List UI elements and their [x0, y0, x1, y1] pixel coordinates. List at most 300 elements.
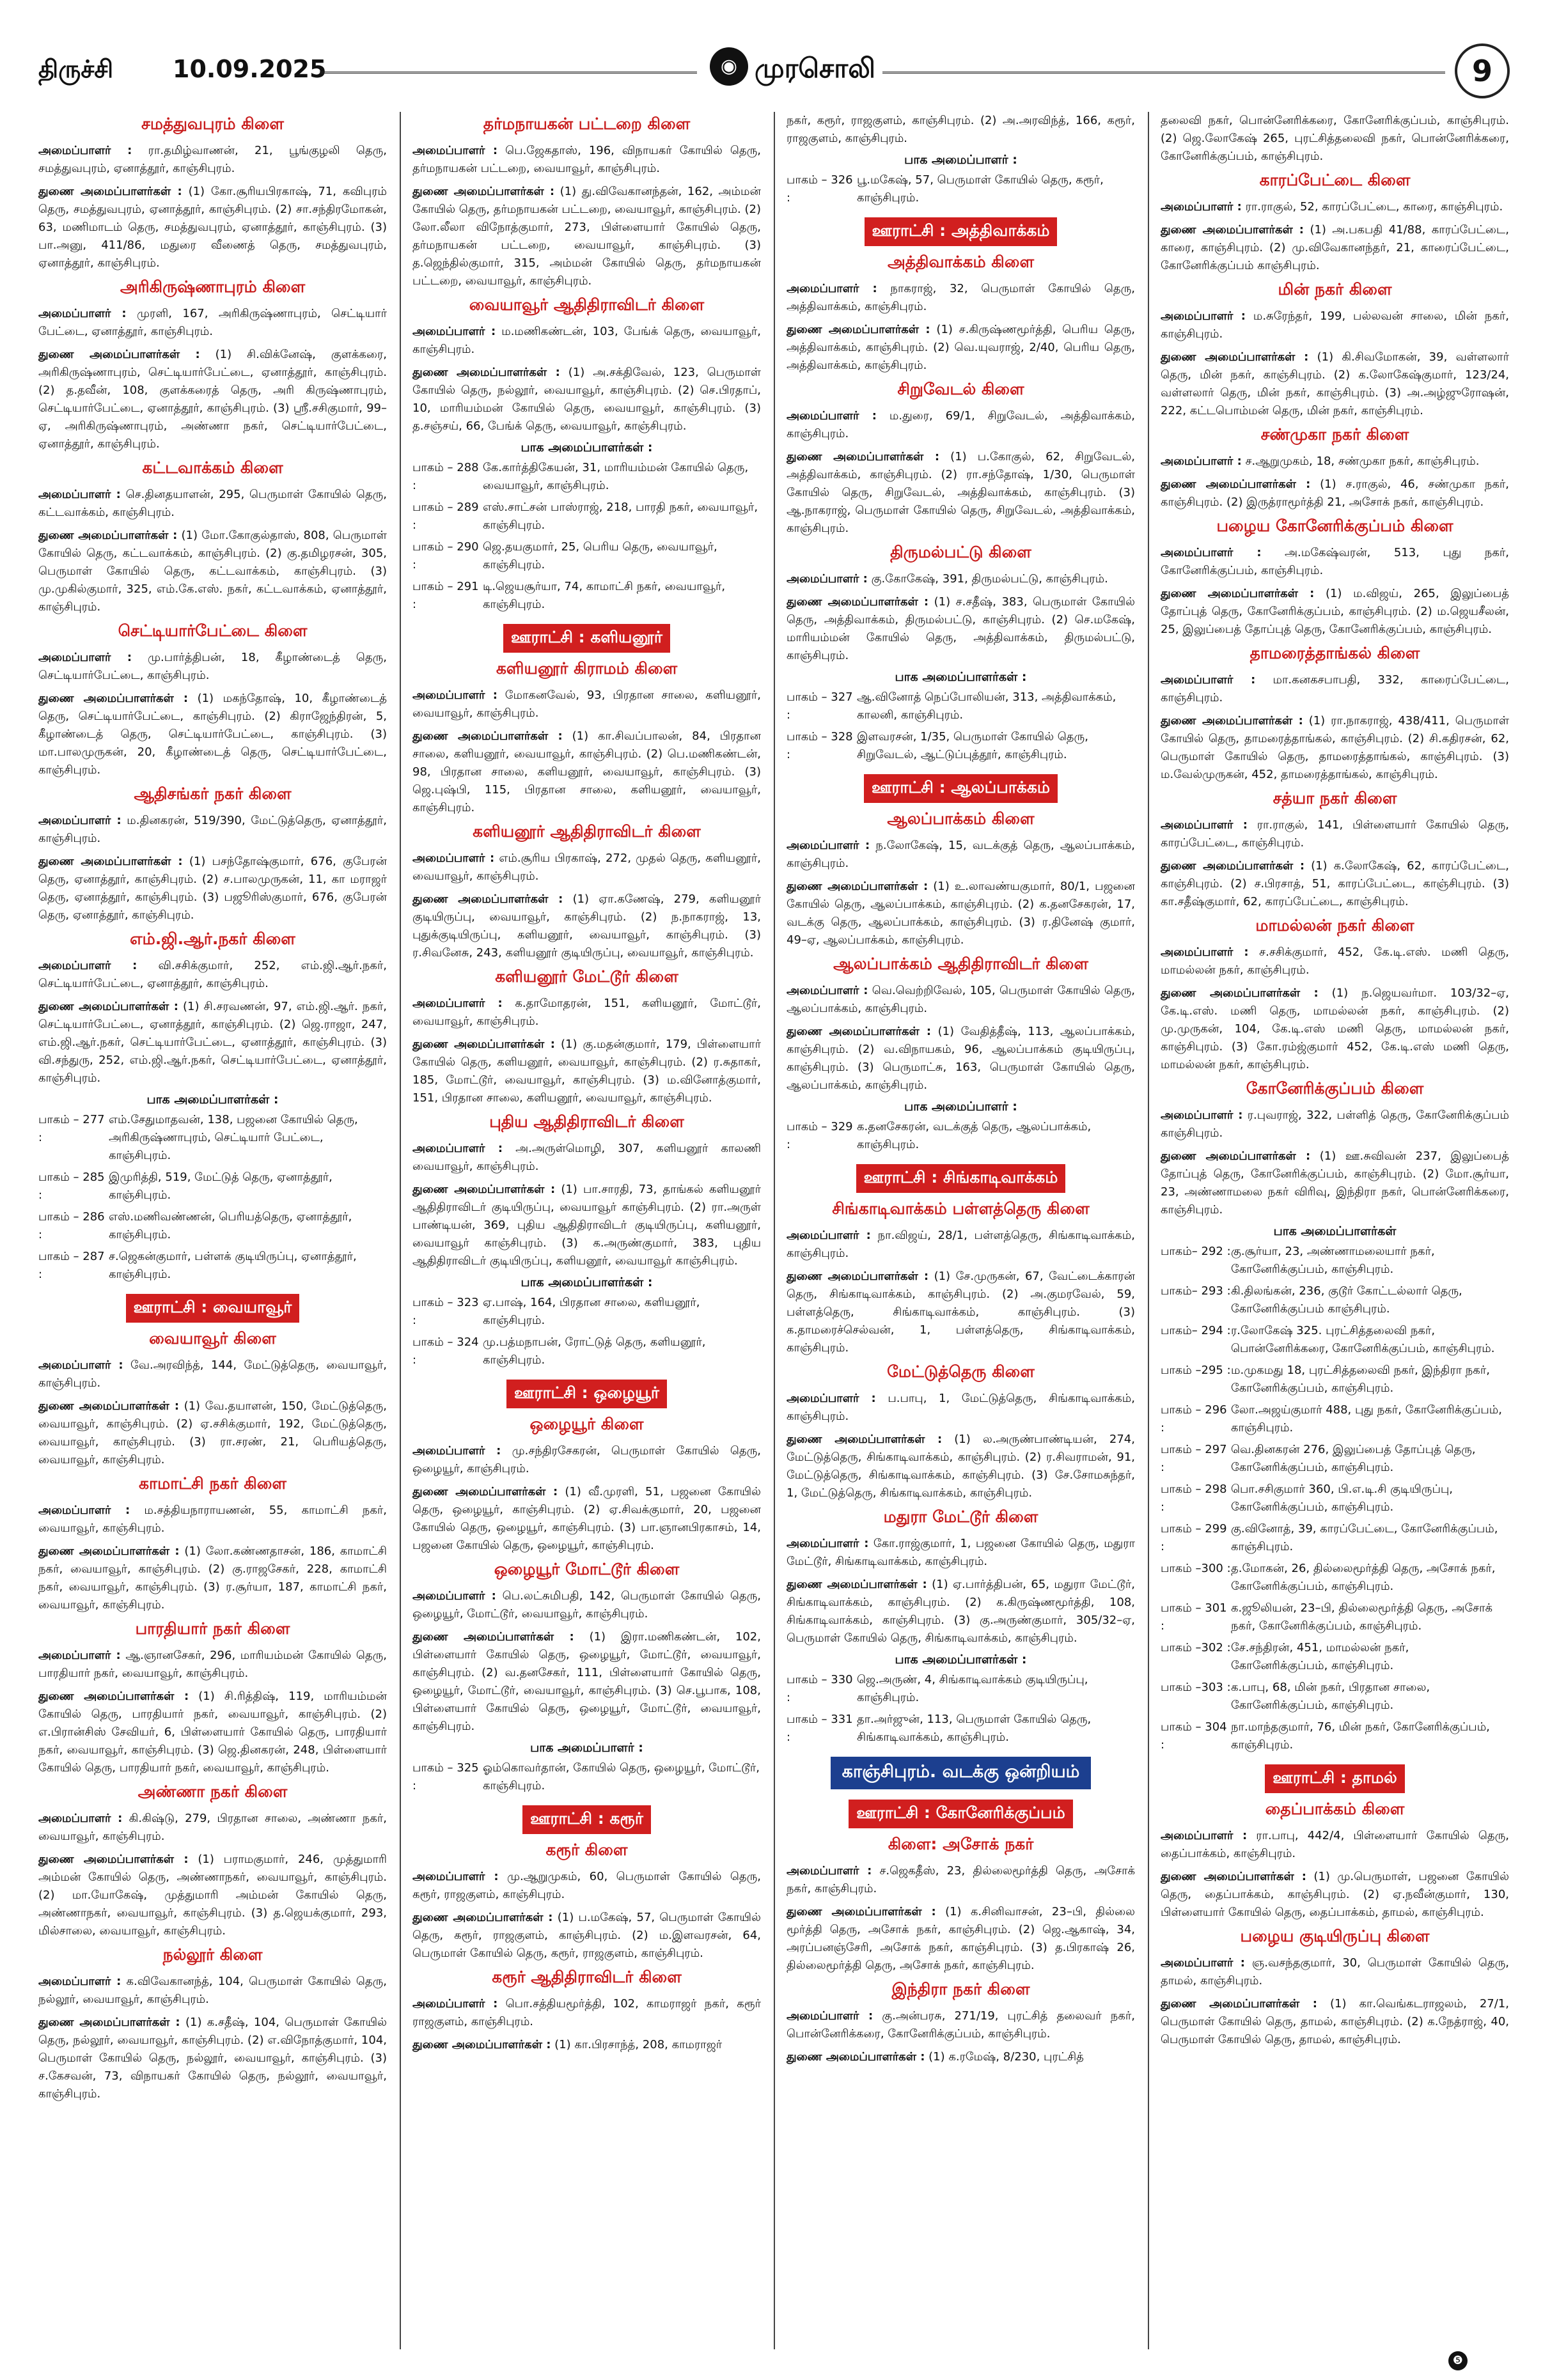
- organiser-details: செ.தினதயாளன், 295, பெருமாள் கோயில் தெரு, கட்டவாக்கம், காஞ்சிபுரம்.: [38, 488, 387, 519]
- column-2: [412, 112, 761, 2349]
- organiser-entry: [38, 1851, 387, 1940]
- role-label: துணை அமைப்பாளர்கள் :: [787, 1270, 929, 1283]
- organiser-entry: [412, 891, 761, 962]
- organiser-details: பெ.ஜேகதாஸ், 196, விநாயகர் கோயில் தெரு, தர்மநாயகன் பட்டறை, வையாவூர், காஞ்சிபுரம்.: [412, 144, 761, 175]
- role-label: அமைப்பாளர் :: [412, 1997, 498, 2011]
- organiser-details: மோகனவேல், 93, பிரதான சாலை, களியனூர், வையாவூர், காஞ்சிபுரம்.: [412, 688, 761, 720]
- role-label: துணை அமைப்பாளர்கள் :: [787, 1025, 932, 1038]
- booth-organiser: பூ.மகேஷ், 57, பெருமாள் கோயில் தெரு, கரூர், காஞ்சிபுரம்.: [857, 173, 1104, 205]
- booth-organiser: பொ.சசிகுமார் 360, பி.எ.டி.சி குடியிருப்பு, கோனேரிக்குப்பம், காஞ்சிபுரம்.: [1231, 1482, 1453, 1514]
- role-label: துணை அமைப்பாளர்கள் :: [38, 1399, 180, 1413]
- role-label: துணை அமைப்பாளர்கள் :: [38, 855, 183, 868]
- booth-number: பாகம் – 329 :: [787, 1120, 853, 1151]
- role-label: துணை அமைப்பாளர்கள் :: [412, 1630, 574, 1644]
- article-columns: [38, 112, 1509, 2349]
- organiser-details: (1) வேதித்தீஷ், 113, ஆலப்பாக்கம், காஞ்சிபுரம். (2) வ.விநாயகம், 96, ஆலப்பாக்கம் குடியிருப்பு, காஞ்சிபுரம். (3) பெருமாட்சு, 163, பெருமாள் கோயில் தெரு, ஆலப்பாக்கம், காஞ்சிபுரம்.: [787, 1025, 1135, 1092]
- organiser-details: (1) மோ.கோகுல்தாஸ், 808, பெருமாள் கோயில் தெரு, கட்டவாக்கம், காஞ்சிபுரம். (2) கு.தமிழரசன், 305, பெருமாள் கோயில் தெரு, கட்டவாக்கம், காஞ்சிபுரம். (3) மு.முகில்குமார், 325, எம்.கே.எஸ். நகர், கட்டவாக்கம், ஏனாத்தூர், காஞ்சிபுரம்.: [38, 529, 387, 614]
- booth-organiser: கே.கார்த்திகேயன், 31, மாரியம்மன் கோயில் தெரு, வையாவூர், காஞ்சிபுரம்.: [483, 461, 749, 492]
- role-label: துணை அமைப்பாளர்கள் :: [1161, 714, 1303, 727]
- booth-entry: [1161, 1441, 1509, 1477]
- panchayat-banner: ஊராட்சி : கரூர்: [522, 1805, 651, 1834]
- organiser-entry: [787, 1268, 1135, 1357]
- booth-organiser: டி.ஜெயசூர்யா, 74, காமாட்சி நகர், வையாவூர், காஞ்சிபுரம்.: [483, 580, 726, 611]
- panchayat-banner: ஊராட்சி : களியனூர்: [503, 624, 670, 653]
- organiser-details: (1) ப.கோகுல், 62, சிறுவேடல், அத்திவாக்கம், காஞ்சிபுரம். (2) ரா.சந்தோஷ், 1/30, பெருமாள் கோயில் தெரு, சிறுவேடல், அத்திவாக்கம், காஞ்சிபுரம். (3) ஆ.நாகராஜ், பெருமாள் கோயில் தெரு, சிறுவேடல், அத்திவாக்கம், காஞ்சிபுரம்.: [787, 450, 1135, 535]
- role-label: துணை அமைப்பாளர்கள் :: [1161, 223, 1304, 237]
- organiser-details: (1) பசந்தோஷ்குமார், 676, குபேரன் தெரு, ஏனாத்தூர், காஞ்சிபுரம். (2) ச.பாலமுருகன், 11, கா மராஜர் தெரு, ஏனாத்தூர், காஞ்சிபுரம். (3) பஜூரிஸ்குமார், 676, குபேரன் தெரு, ஏனாத்தூர், காஞ்சிபுரம்.: [38, 855, 387, 922]
- role-label: அமைப்பாளர் :: [38, 488, 121, 501]
- organiser-details: (1) பராமகுமார், 246, முத்துமாரி அம்மன் கோயில் தெரு, அண்ணாநகர், வையாவூர், காஞ்சிபுரம். (2) மா.யோகேஷ், முத்துமாரி அம்மன் கோயில் தெரு, அண்ணாநகர், வையாவூர், காஞ்சிபுரம். (3) த.ஜெயக்குமார், 293, மில்சாலை, வையாவூர், காஞ்சிபுரம்.: [38, 1853, 387, 1938]
- organiser-details: (1) ஊ.சுவிவன் 237, இலுப்பைத் தோப்புத் தெரு, கோனேரிக்குப்பம், காஞ்சிபுரம். (2) மோ.சூர்யா, 23, அண்ணாமலை நகர் விரிவு, இந்திரா நகர், பொன்னேரிக்கரை, காஞ்சிபுரம்.: [1161, 1149, 1509, 1217]
- booth-number: பாகம் –295 :: [1161, 1364, 1231, 1377]
- organiser-details: ச.சசிக்குமார், 452, கே.டி.எஸ். மணி தெரு, மாமல்லன் நகர், காஞ்சிபுரம்.: [1161, 945, 1509, 977]
- role-label: அமைப்பாளர் :: [412, 688, 497, 702]
- organiser-details: கு.கோகேஷ், 391, திருமல்பட்டு, காஞ்சிபுரம்.: [871, 572, 1108, 586]
- organiser-details: (1) ச.சதீஷ், 383, பெருமாள் கோயில் தெரு, அத்திவாக்கம், திருமல்பட்டு, காஞ்சிபுரம். (2) செ.மகேஷ், மாரியம்மன் கோயில் தெரு, அத்திவாக்கம், திருமல்பட்டு, காஞ்சிபுரம்.: [787, 595, 1135, 662]
- role-label: துணை அமைப்பாளர்கள் :: [1161, 1870, 1306, 1883]
- branch-title: ஆலப்பாக்கம் கிளை: [887, 809, 1035, 828]
- role-label: துணை அமைப்பாளர்கள் :: [38, 1544, 180, 1558]
- continued-text: நகர், கரூர், ராஜகுளம், காஞ்சிபுரம். (2) அ.அரவிந்த், 166, கரூர், ராஜகுளம், காஞ்சிபுரம்.: [787, 114, 1135, 145]
- booth-organiser: சே.சந்திரன், 451, மாமல்லன் நகர், கோனேரிக்குப்பம், காஞ்சிபுரம்.: [1231, 1641, 1409, 1672]
- branch-title: ஒழையூர் கிளை: [529, 1415, 644, 1433]
- role-label: அமைப்பாளர் :: [38, 144, 132, 157]
- branch-title: கரூர் கிளை: [545, 1840, 628, 1859]
- organiser-entry: [412, 1909, 761, 1963]
- role-label: துணை அமைப்பாளர்கள் :: [1161, 1149, 1311, 1163]
- role-label: அமைப்பாளர் :: [38, 959, 137, 972]
- role-label: அமைப்பாளர் :: [1161, 455, 1242, 468]
- organiser-entry: [787, 1535, 1135, 1571]
- organiser-details: ரா.பாபு, 442/4, பிள்ளையார் கோயில் தெரு, தைப்பாக்கம், காஞ்சிபுரம்.: [1161, 1829, 1509, 1860]
- organiser-entry: [412, 1995, 761, 2031]
- column-4: [1161, 112, 1509, 2349]
- organiser-details: (1) வீ.முரளி, 51, பஜனை கோயில் தெரு, ஒழையூர், காஞ்சிபுரம். (2) ஏ.சிவக்குமார், 20, பஜனை கோயில் தெரு, ஒழையூர், காஞ்சிபுரம். (3) பா.ஞானபிரகாசம், 14, பஜனை கோயில் தெரு, ஒழையூர், காஞ்சிபுரம்.: [412, 1485, 761, 1552]
- branch-title: காரப்பேட்டை கிளை: [1259, 171, 1411, 189]
- branch-title: கரூர் ஆதிதிராவிடர் கிளை: [492, 1968, 682, 1986]
- booth-number: பாகம் – 327 :: [787, 690, 853, 722]
- role-label: துணை அமைப்பாளர்கள் :: [412, 1038, 555, 1051]
- organiser-entry: [412, 1442, 761, 1478]
- role-label: துணை அமைப்பாளர்கள் :: [38, 1853, 189, 1866]
- organiser-entry: [787, 982, 1135, 1018]
- column-divider: [1148, 112, 1149, 2349]
- organiser-details: நாகராஜ், 32, பெருமாள் கோயில் தெரு, அத்திவாக்கம், காஞ்சிபுரம்.: [787, 282, 1135, 313]
- booth-entry: [787, 688, 1135, 724]
- organiser-details: கோ.ராஜ்குமார், 1, பஜனை கோயில் தெரு, மதுரா மேட்டூர், சிங்காடிவாக்கம், காஞ்சிபுரம்.: [787, 1537, 1135, 1568]
- booth-number: பாகம் – 296 :: [1161, 1403, 1227, 1435]
- organiser-entry: [1161, 476, 1509, 511]
- role-label: துணை அமைப்பாளர்கள் :: [1161, 350, 1309, 364]
- organiser-details: (1) அ.பகபதி 41/88, காரப்பேட்டை, காரை, காஞ்சிபுரம். (2) மு.விவேகானந்தர், 21, காரைப்பேட்டை, கோனேரிக்குப்பம் காஞ்சிபுரம்.: [1161, 223, 1509, 272]
- organiser-details: ம.சத்தியநாராயணன், 55, காமாட்சி நகர், வையாவூர், காஞ்சிபுரம்.: [38, 1504, 387, 1535]
- booth-number: பாகம் – 298 :: [1161, 1482, 1227, 1514]
- organiser-details: (1) மகந்தோஷ், 10, கீழாண்டைத் தெரு, செட்டியார்பேட்டை, காஞ்சிபுரம். (2) கிராஜேந்திரன், 5, கீழாண்டைத் தெரு, செட்டியார்பேட்டை, காஞ்சிபுரம். (3) மா.பாலமுருகன், 20, கீழாண்டைத் தெரு, செட்டியார்பேட்டை, காஞ்சிபுரம்.: [38, 692, 387, 777]
- organiser-entry: [38, 812, 387, 848]
- role-label: துணை அமைப்பாளர்கள் :: [1161, 1997, 1317, 2011]
- organiser-details: (1) சி.சரவணன், 97, எம்.ஜி.ஆர். நகர், செட்டியார்பேட்டை, ஏனாத்தூர், காஞ்சிபுரம். (2) ஜெ.ராஜா, 247, எம்.ஜி.ஆர்.நகர், செட்டியார்பேட்டை, ஏனாத்தூர், காஞ்சிபுரம். (3) வி.சந்துரு, 252, எம்.ஜி.ஆர்.நகர், செட்டியார்பேட்டை, ஏனாத்தூர், காஞ்சிபுரம்.: [38, 1000, 387, 1085]
- role-label: துணை அமைப்பாளர்கள் :: [787, 323, 930, 336]
- organiser-details: (1) து.விவேகானந்தன், 162, அம்மன் கோயில் தெரு, தர்மநாயகன் பட்டறை, வையாவூர், காஞ்சிபுரம். (2) லோ.லீலா விநோத்குமார், 273, பிள்ளையார் கோயில் தெரு, தர்மநாயகன் பட்டறை, வையாவூர், காஞ்சிபுரம். (3) த.ஜெந்தில்குமார், 315, அம்மன் கோயில் தெரு, தர்மநாயகன் பட்டறை, வையாவூர், காஞ்சிபுரம்.: [412, 185, 761, 288]
- role-label: அமைப்பாளர் :: [787, 409, 877, 423]
- branch-title: தைப்பாக்கம் கிளை: [1265, 1800, 1405, 1818]
- branch-title: கிளை: அசோக் நகர்: [888, 1835, 1034, 1853]
- union-banner: காஞ்சிபுரம். வடக்கு ஒன்றியம்: [831, 1757, 1092, 1789]
- booth-entry: [1161, 1718, 1509, 1754]
- branch-title: சிங்காடிவாக்கம் பள்ளத்தெரு கிளை: [832, 1199, 1090, 1218]
- organiser-entry: [412, 1140, 761, 1176]
- booth-entry: [1161, 1282, 1509, 1318]
- booth-entry: [38, 1248, 387, 1284]
- booth-number: பாகம்– 292 :: [1161, 1245, 1231, 1258]
- organiser-details: (1) ஏா.கணேஷ், 279, களியனூர் குடியிருப்பு, வையாவூர், காஞ்சிபுரம். (2) ந.நாகராஜ், 13, புதுக்குடியிருப்பு, களியனூர், வையாவூர், காஞ்சிபுரம். (3) ர.சிவனேசு, 243, களியனூர் குடியிருப்பு, வையாவூர், காஞ்சிபுரம்.: [412, 892, 761, 960]
- organiser-entry: [38, 346, 387, 453]
- branch-title: அத்திவாக்கம் கிளை: [887, 253, 1035, 271]
- branch-title: பழைய குடியிருப்பு கிளை: [1240, 1927, 1430, 1945]
- column-1: [38, 112, 387, 2349]
- organiser-entry: [1161, 544, 1509, 580]
- role-label: துணை அமைப்பாளர்கள் :: [38, 1000, 178, 1013]
- role-label: அமைப்பாளர் :: [787, 282, 877, 295]
- booth-number: பாகம் – 288 :: [412, 461, 479, 492]
- organiser-entry: [38, 142, 387, 178]
- role-label: துணை அமைப்பாளர்கள் :: [38, 692, 189, 705]
- role-label: துணை அமைப்பாளர்கள் :: [787, 880, 928, 893]
- organiser-entry: [412, 142, 761, 178]
- organiser-details: எம்.சூரிய பிரகாஷ், 272, முதல் தெரு, களியனூர், வையாவூர், காஞ்சிபுரம்.: [412, 852, 761, 883]
- role-label: அமைப்பாளர் :: [38, 651, 132, 664]
- booth-organiser: இமுரித்தி, 519, மேட்டுத் தெரு, ஏனாத்தூர், காஞ்சிபுரம்.: [109, 1171, 333, 1202]
- organiser-details: மா.கனகசபாபதி, 332, காரைப்பேட்டை, காஞ்சிபுரம்.: [1161, 673, 1509, 704]
- booth-organiser: லோ.அஜய்குமார் 488, புது நகர், கோனேரிக்குப்பம், காஞ்சிபுரம்.: [1231, 1403, 1502, 1435]
- booth-entry: [38, 1111, 387, 1165]
- role-label: அமைப்பாளர் :: [787, 1864, 872, 1878]
- organiser-entry: [412, 687, 761, 722]
- edition-date: 10.09.2025: [173, 55, 327, 83]
- organiser-entry: [412, 850, 761, 885]
- organiser-entry: [1161, 453, 1509, 471]
- organiser-details: ஞ.வசந்தகுமார், 30, பெருமாள் கோயில் தெரு, தாமல், காஞ்சிபுரம்.: [1161, 1956, 1509, 1987]
- organiser-details: (1) ந.ஜெயவர்மா. 103/32–ஏ, கே.டி.எஸ். மணி தெரு, மாமல்லன் நகர், காஞ்சிபுரம். (2) மு.முருகன், 104, கே.டி.எஸ் மணி தெரு, மாமல்லன் நகர், காஞ்சிபுரம். (3) கோ.ரம்ஜ்குமார் 452, கே.டி.எஸ் மணி தெரு, மாமல்லன் நகர், காஞ்சிபுரம்.: [1161, 986, 1509, 1071]
- role-label: அமைப்பாளர் :: [1161, 200, 1242, 214]
- organiser-entry: [787, 1023, 1135, 1094]
- role-label: அமைப்பாளர் :: [412, 325, 496, 338]
- branch-title: ஆலப்பாக்கம் ஆதிதிராவிடர் கிளை: [833, 954, 1088, 973]
- organiser-details: (1) கோ.சூரியபிரகாஷ், 71, கவிபுரம் தெரு, சமத்துவபுரம், ஏனாத்தூர், காஞ்சிபுரம். (2) சா.சந்திரமோகன், 63, மணிமாடம் தெரு, சமத்துவபுரம், ஏனாத்தூர், காஞ்சிபுரம். (3) பா.அனு, 411/86, மதுரை வீணைத் தெரு, சமத்துவபுரம், ஏனாத்தூர், காஞ்சிபுரம்.: [38, 185, 387, 270]
- organiser-entry: [412, 1628, 761, 1736]
- booth-entry: [412, 1294, 761, 1330]
- booth-entry: [787, 1118, 1135, 1154]
- branch-title: களியனூர் மேட்டூர் கிளை: [495, 967, 678, 986]
- role-label: துணை அமைப்பாளர்கள் :: [38, 185, 182, 198]
- organiser-entry: [412, 1587, 761, 1623]
- organiser-entry: [1161, 221, 1509, 275]
- organiser-entry: [787, 407, 1135, 443]
- organiser-entry: [412, 1036, 761, 1107]
- role-label: அமைப்பாளர் :: [38, 1358, 123, 1372]
- branch-title: மின் நகர் கிளை: [1278, 280, 1392, 299]
- organiser-entry: [38, 1543, 387, 1614]
- role-label: அமைப்பாளர் :: [1161, 1108, 1243, 1122]
- panchayat-banner: ஊராட்சி : கோனேரிக்குப்பம்: [849, 1800, 1073, 1828]
- role-label: துணை அமைப்பாளர்கள் :: [38, 1690, 189, 1703]
- organiser-entry: [787, 321, 1135, 375]
- organiser-entry: [412, 995, 761, 1031]
- role-label: அமைப்பாளர் :: [787, 984, 868, 997]
- role-label: அமைப்பாளர் :: [787, 1537, 869, 1550]
- branch-title: மாமல்லன் நகர் கிளை: [1255, 916, 1414, 935]
- organiser-entry: [412, 1483, 761, 1555]
- role-label: துணை அமைப்பாளர்கள் :: [787, 450, 940, 463]
- booth-organiser: கி.திலங்கன், 236, குடூர் கோட்டல்லார் தெரு, கோனேரிக்குப்பம் காஞ்சிபுரம்.: [1231, 1284, 1462, 1316]
- role-label: துணை அமைப்பாளர்கள் :: [787, 2050, 925, 2064]
- branch-title: அரிகிருஷ்ணாபுரம் கிளை: [120, 277, 306, 296]
- role-label: அமைப்பாளர் :: [38, 1975, 121, 1988]
- organiser-entry: [1161, 348, 1509, 420]
- role-label: அமைப்பாளர் :: [1161, 309, 1246, 323]
- organiser-details: ச.ஜெகதீஸ், 23, தில்லைமூர்த்தி தெரு, அசோக் நகர், காஞ்சிபுரம்.: [787, 1864, 1135, 1895]
- organiser-details: கு.அன்பரசு, 271/19, புரட்சித் தலைவர் நகர், பொன்னேரிக்கரை, கோனேரிக்குப்பம், காஞ்சிபுரம்.: [787, 2009, 1135, 2041]
- organiser-entry: [38, 957, 387, 993]
- organiser-details: ம.சுரேந்தர், 199, பல்லவன் சாலை, மின் நகர், காஞ்சிபுரம்.: [1161, 309, 1509, 341]
- organiser-entry: [787, 1576, 1135, 1647]
- organiser-entry: [38, 1688, 387, 1777]
- organiser-entry: [38, 998, 387, 1087]
- branch-title: மதுரா மேட்டூர் கிளை: [883, 1507, 1038, 1526]
- organiser-details: (1) கி.சிவமோகன், 39, வள்ளலார் தெரு, மின் நகர், காஞ்சிபுரம். (2) க.லோகேஷ்குமார், 123/24, வள்ளலார் தெரு, மின் நகர், காஞ்சிபுரம். (3) அ.அழ்ஜுரோஷன், 222, கட்டபொம்மன் தெரு, மின் நகர், காஞ்சிபுரம்.: [1161, 350, 1509, 417]
- booth-organiser: க.ஜூலியன், 23–பி, தில்லைமூர்த்தி தெரு, அசோக் நகர், கோனேரிக்குப்பம், காஞ்சிபுரம்.: [1231, 1601, 1493, 1633]
- role-label: அமைப்பாளர் :: [38, 814, 121, 827]
- role-label: அமைப்பாளர் :: [787, 2009, 873, 2023]
- booth-organiser: ச.ஜெகன்குமார், பள்ளக் குடியிருப்பு, ஏனாத்தூர், காஞ்சிபுரம்.: [109, 1250, 357, 1281]
- branch-title: தாமரைத்தாங்கல் கிளை: [1249, 644, 1420, 662]
- organiser-details: ரா.ராகுல், 52, காரப்பேட்டை, காரை, காஞ்சிபுரம்.: [1245, 200, 1503, 214]
- booth-number: பாகம் – 287 :: [38, 1250, 105, 1281]
- organiser-details: க.விவேகானந்த், 104, பெருமாள் கோயில் தெரு, நல்லூர், வையாவூர், காஞ்சிபுரம்.: [38, 1975, 387, 2006]
- organiser-details: பொ.சத்தியமூர்த்தி, 102, காமராஜர் நகர், கரூர் ராஜகுளம், காஞ்சிபுரம்.: [412, 1997, 761, 2028]
- booth-organiser: வெ.தினகரன் 276, இலுப்பைத் தோப்புத் தெரு, கோனேரிக்குப்பம், காஞ்சிபுரம்.: [1231, 1443, 1476, 1474]
- organiser-entry: [787, 1227, 1135, 1263]
- organiser-entry: [1161, 198, 1509, 216]
- organiser-entry: [787, 593, 1135, 665]
- edition-city: திருச்சி: [38, 55, 114, 83]
- booth-organisers-heading: பாக அமைப்பாளர் :: [904, 153, 1017, 167]
- organiser-entry: [38, 2014, 387, 2103]
- organiser-details: (1) அ.சக்திவேல், 123, பெருமாள் கோயில் தெரு, நல்லூர், வையாவூர், காஞ்சிபுரம். (2) செ.பிரதாப், 10, மாரியம்மன் கோயில் தெரு, வையாவூர், காஞ்சிபுரம். (3) த.சஞ்சய், 66, பேங்க் தெரு, வையாவூர், காஞ்சிபுரம்.: [412, 366, 761, 433]
- booth-organiser: ஜெ.அருண், 4, சிங்காடிவாக்கம் குடியிருப்பு, காஞ்சிபுரம்.: [857, 1673, 1088, 1704]
- role-label: துணை அமைப்பாளர்கள் :: [1161, 478, 1311, 491]
- role-label: துணை அமைப்பாளர்கள் :: [38, 529, 178, 542]
- booth-organisers-heading: பாக அமைப்பாளர்கள்: [1273, 1224, 1397, 1238]
- booth-entry: [38, 1169, 387, 1204]
- organiser-details: கி.கிஷ்டு, 279, பிரதான சாலை, அண்ணா நகர், வையாவூர், காஞ்சிபுரம்.: [38, 1812, 387, 1843]
- organiser-entry: [1161, 671, 1509, 707]
- organiser-entry: [38, 305, 387, 341]
- role-label: அமைப்பாளர் :: [412, 144, 498, 157]
- role-label: அமைப்பாளர் :: [412, 1142, 503, 1155]
- organiser-details: (1) ப.மகேஷ், 57, பெருமாள் கோயில் தெரு, கரூர், ராஜகுளம், காஞ்சிபுரம். (2) ம.இளவரசன், 64, பெருமாள் கோயில் தெரு, கரூர், ராஜகுளம், காஞ்சிபுரம்.: [412, 1911, 761, 1960]
- organiser-details: (1) கா.வெங்கடராஜலம், 27/1, பெருமாள் கோயில் தெரு, தாமல், காஞ்சிபுரம். (2) க.நேத்ராஜ், 40, பெருமாள் கோயில் தெரு, தாமல், காஞ்சிபுரம்.: [1161, 1997, 1509, 2046]
- branch-title: எம்.ஜி.ஆர்.நகர் கிளை: [130, 929, 295, 948]
- booth-number: பாகம் – 330 :: [787, 1673, 853, 1704]
- column-3: [787, 112, 1135, 2349]
- organiser-details: ரா.தமிழ்வாணன், 21, பூங்குழலி தெரு, சமத்துவபுரம், ஏனாத்தூர், காஞ்சிபுரம்.: [38, 144, 387, 175]
- organiser-entry: [38, 1397, 387, 1469]
- organiser-entry: [412, 2036, 761, 2054]
- role-label: துணை அமைப்பாளர்கள் :: [412, 2038, 551, 2051]
- organiser-details: மு.ஆறுமுகம், 60, பெருமாள் கோயில் தெரு, கரூர், ராஜகுளம், காஞ்சிபுரம்.: [412, 1870, 761, 1901]
- booth-number: பாகம் – 325 :: [412, 1761, 479, 1793]
- booth-number: பாகம் –303 :: [1161, 1681, 1231, 1694]
- organiser-details: (1) ல.அருண்பாண்டியன், 274, மேட்டுத்தெரு, சிங்காடிவாக்கம், காஞ்சிபுரம். (2) ர.சிவராமன், 91, மேட்டுத்தெரு, சிங்காடிவாக்கம், காஞ்சிபுரம். (3) சே.சோமசுந்தர், 1, மேட்டுத்தெரு, சிங்காடிவாக்கம், காஞ்சிபுரம்.: [787, 1433, 1135, 1500]
- organiser-details: அ.மகேஷ்வரன், 513, புது நகர், கோனேரிக்குப்பம், காஞ்சிபுரம்.: [1161, 546, 1509, 577]
- organiser-details: (1) கு.மதன்குமார், 179, பிள்ளையார் கோயில் தெரு, களியனூர், வையாவூர், காஞ்சிபுரம். (2) ர.சுதாகர், 185, மோட்டூர், வையாவூர், காஞ்சிபுரம். (3) ம.வினோத்குமார், 151, பிரதான சாலை, களியனூர், வையாவூர், காஞ்சிபுரம்.: [412, 1038, 761, 1105]
- booth-number: பாகம் – 285 :: [38, 1171, 105, 1202]
- role-label: துணை அமைப்பாளர்கள் :: [787, 1433, 943, 1446]
- booth-organisers-heading: பாக அமைப்பாளர்கள் :: [895, 1653, 1027, 1667]
- booth-number: பாகம் – 289 :: [412, 501, 479, 532]
- booth-number: பாகம் – 297 :: [1161, 1443, 1227, 1474]
- organiser-details: (1) உ.லாவண்யகுமார், 80/1, பஜனை கோயில் தெரு, ஆலப்பாக்கம், காஞ்சிபுரம். (2) க.தனசேகரன், 17, வடக்கு தெரு, ஆலப்பாக்கம், காஞ்சிபுரம். (3) ர.தினேஷ் குமார், 49–ஏ, ஆலப்பாக்கம், காஞ்சிபுரம்.: [787, 880, 1135, 947]
- column-divider: [774, 112, 775, 2349]
- booth-entry: [1161, 1560, 1509, 1596]
- organiser-details: ரா.ராகுல், 141, பிள்ளையார் கோயில் தெரு, காரப்பேட்டை, காஞ்சிபுரம்.: [1161, 818, 1509, 850]
- organiser-entry: [38, 527, 387, 616]
- branch-title: கட்டவாக்கம் கிளை: [142, 458, 283, 477]
- organiser-details: ம.தினகரன், 519/390, மேட்டுத்தெரு, ஏனாத்தூர், காஞ்சிபுரம்.: [38, 814, 387, 845]
- role-label: அமைப்பாளர் :: [412, 1870, 499, 1883]
- booth-entry: [1161, 1679, 1509, 1715]
- organiser-details: ர.புவராஜ், 322, பள்ளித் தெரு, கோனேரிக்குப்பம் காஞ்சிபுரம்.: [1161, 1108, 1509, 1140]
- organiser-entry: [38, 853, 387, 924]
- booth-organisers-heading: பாக அமைப்பாளர்கள் :: [521, 1275, 653, 1289]
- organiser-entry: [1161, 712, 1509, 784]
- organiser-entry: [1161, 944, 1509, 979]
- booth-organiser: க.தனசேகரன், வடக்குத் தெரு, ஆலப்பாக்கம், காஞ்சிபுரம்.: [857, 1120, 1092, 1151]
- booth-organiser: கு.வினோத், 39, காரப்பேட்டை, கோனேரிக்குப்பம், காஞ்சிபுரம்.: [1231, 1522, 1498, 1553]
- role-label: அமைப்பாளர் :: [1161, 546, 1262, 559]
- organiser-details: (1) க.லோகேஷ், 62, காரப்பேட்டை, காஞ்சிபுரம். (2) ச.பிரசாத், 51, காரப்பேட்டை, காஞ்சிபுரம். (3) கா.சதீஷ்குமார், 62, காரப்பேட்டை, காஞ்சிபுரம்.: [1161, 859, 1509, 908]
- organiser-entry: [1161, 1827, 1509, 1863]
- organiser-entry: [412, 183, 761, 290]
- booth-entry: [412, 578, 761, 614]
- branch-title: திருமல்பட்டு கிளை: [890, 543, 1031, 561]
- organiser-entry: [787, 2048, 1135, 2066]
- booth-organiser: ர.லோகேஷ் 325. புரட்சித்தலைவி நகர், பொன்னேரிக்கரை, கோனேரிக்குப்பம், காஞ்சிபுரம்.: [1231, 1324, 1495, 1355]
- role-label: துணை அமைப்பாளர்கள் :: [412, 1485, 558, 1498]
- organiser-details: மு.சந்திரசேகரன், பெருமாள் கோயில் தெரு, ஒழையூர், காஞ்சிபுரம்.: [412, 1444, 761, 1475]
- branch-title: செட்டியார்பேட்டை கிளை: [118, 621, 308, 640]
- organiser-entry: [1161, 984, 1509, 1074]
- booth-number: பாகம் – 291 :: [412, 580, 479, 611]
- booth-number: பாகம் – 324 :: [412, 1335, 479, 1367]
- panchayat-banner: ஊராட்சி : அத்திவாக்கம்: [865, 217, 1058, 246]
- booth-entry: [787, 728, 1135, 764]
- role-label: அமைப்பாளர் :: [38, 1812, 123, 1825]
- booth-entry: [1161, 1481, 1509, 1516]
- booth-organiser: க.பாபு, 68, மின் நகர், பிரதான சாலை, கோனேரிக்குப்பம், காஞ்சிபுரம்.: [1231, 1681, 1430, 1712]
- organiser-entry: [412, 727, 761, 817]
- role-label: அமைப்பாளர் :: [1161, 818, 1248, 832]
- organiser-entry: [38, 486, 387, 522]
- organiser-entry: [38, 1647, 387, 1683]
- role-label: அமைப்பாளர் :: [38, 1504, 130, 1517]
- organiser-entry: [1161, 307, 1509, 343]
- organiser-details: (1) க.சினிவாசன், 23–பி, தில்லை மூர்த்தி தெரு, அசோக் நகர், காஞ்சிபுரம். (2) ஜெ.ஆகாஷ், 34, அரப்பனஞ்சேரி, அசோக் நகர், காஞ்சிபுரம். (3) த.பிரகாஷ் 26, தில்லைமூர்த்தி தெரு, அசோக் நகர், காஞ்சிபுரம்.: [787, 1905, 1135, 1972]
- booth-entry: [1161, 1322, 1509, 1358]
- organiser-entry: [412, 364, 761, 435]
- panchayat-banner: ஊராட்சி : சிங்காடிவாக்கம்: [856, 1164, 1066, 1193]
- booth-organiser: எஸ்.மணிவண்ணன், பெரியத்தெரு, ஏனாத்தூர், காஞ்சிபுரம்.: [109, 1210, 352, 1241]
- branch-title: களியனூர் ஆதிதிராவிடர் கிளை: [473, 822, 701, 841]
- booth-organiser: மு.பத்மநாபன், ரோட்டுத் தெரு, களியனூர், காஞ்சிபுரம்.: [483, 1335, 706, 1367]
- organiser-entry: [1161, 816, 1509, 852]
- organiser-entry: [1161, 1954, 1509, 1990]
- booth-organisers-heading: பாக அமைப்பாளர் :: [904, 1100, 1017, 1114]
- booth-organiser: தா.அர்ஜுன், 113, பெருமாள் கோயில் தெரு, சிங்காடிவாக்கம், காஞ்சிபுரம்.: [857, 1713, 1092, 1744]
- branch-title: வையாவூர் ஆதிதிராவிடர் கிளை: [469, 295, 705, 314]
- organiser-entry: [787, 1431, 1135, 1502]
- branch-title: அண்ணா நகர் கிளை: [137, 1782, 288, 1801]
- booth-organiser: ஓம்கொவர்தான், கோயில் தெரு, ஒழையூர், மோட்டூர், காஞ்சிபுரம்.: [483, 1761, 760, 1793]
- organiser-entry: [787, 1862, 1135, 1898]
- organiser-details: (1) கா.பிரசாந்த், 208, காமராஜர்: [554, 2038, 723, 2051]
- branch-title: இந்திரா நகர் கிளை: [891, 1980, 1030, 1998]
- role-label: அமைப்பாளர் :: [412, 852, 495, 865]
- organiser-details: க.தாமோதரன், 151, களியனூர், மோட்டூர், வையாவூர், காஞ்சிபுரம்.: [412, 997, 761, 1028]
- header-rule-right: [882, 72, 1445, 74]
- panchayat-banner: ஊராட்சி : வையாவூர்: [126, 1294, 300, 1323]
- branch-title: புதிய ஆதிதிராவிடர் கிளை: [489, 1112, 684, 1131]
- branch-title: சமத்துவபுரம் கிளை: [141, 114, 284, 133]
- organiser-details: முரளி, 167, அரிகிருஷ்ணாபுரம், செட்டியார் பேட்டை, ஏனாத்தூர், காஞ்சிபுரம்.: [38, 307, 387, 338]
- organiser-entry: [787, 280, 1135, 316]
- organiser-entry: [787, 1390, 1135, 1426]
- booth-entry: [1161, 1243, 1509, 1279]
- role-label: அமைப்பாளர் :: [787, 1392, 876, 1405]
- booth-number: பாகம் – 299 :: [1161, 1522, 1227, 1553]
- organiser-details: (1) பா.சாரதி, 73, தாங்கல் களியனூர் ஆதிதிராவிடர் குடியிருப்பு, வையாவூர் காஞ்சிபுரம். (2) ரா.அருள் பாண்டியன், 369, புதிய ஆதிதிராவிடர் குடியிருப்பு, களியனூர், வையாவூர் காஞ்சிபுரம். (3) க.அருண்குமார், 383, புதிய ஆதிதிராவிடர் குடியிருப்பு, களியனூர், வையாவூர் காஞ்சிபுரம்.: [412, 1183, 761, 1268]
- booth-organiser: நா.மாந்தகுமார், 76, மின் நகர், கோனேரிக்குப்பம், காஞ்சிபுரம்.: [1231, 1720, 1490, 1752]
- organiser-details: நா.விஜய், 28/1, பள்ளத்தெரு, சிங்காடிவாக்கம், காஞ்சிபுரம்.: [787, 1229, 1135, 1260]
- branch-title: கோனேரிக்குப்பம் கிளை: [1246, 1079, 1424, 1098]
- booth-organiser: எஸ்.சாட்சன் பாஸ்ராஜ், 218, பாரதி நகர், வையாவூர், காஞ்சிபுரம்.: [483, 501, 758, 532]
- role-label: அமைப்பாளர் :: [787, 1229, 871, 1242]
- booth-organiser: கு.சூர்யா, 23, அண்ணாமலையார் நகர், கோனேரிக்குப்பம், காஞ்சிபுரம்.: [1231, 1245, 1435, 1276]
- booth-organiser: ஏ.பாஷ், 164, பிரதான சாலை, களியனூர், காஞ்சிபுரம்.: [483, 1296, 700, 1327]
- role-label: துணை அமைப்பாளர்கள் :: [412, 1911, 553, 1924]
- header-rule-left: [320, 72, 697, 74]
- organiser-details: (1) கா.சிவப்பாலன், 84, பிரதான சாலை, களியனூர், வையாவூர், காஞ்சிபுரம். (2) பெ.மணிகண்டன், 98, பிரதான சாலை, களியனூர், வையாவூர், காஞ்சிபுரம். (3) ஜெ.புஷ்பி, 115, பிரதான சாலை, களியனூர், வையாவூர், காஞ்சிபுரம்.: [412, 729, 761, 814]
- organiser-entry: [1161, 585, 1509, 639]
- organiser-details: (1) லோ.கண்ணதாசன், 186, காமாட்சி நகர், வையாவூர், காஞ்சிபுரம். (2) கு.ராஜசேகர், 228, காமாட்சி நகர், வையாவூர், காஞ்சிபுரம். (3) ர.சூர்யா, 187, காமாட்சி நகர், வையாவூர், காஞ்சிபுரம்.: [38, 1544, 387, 1612]
- booth-number: பாகம் –302 :: [1161, 1641, 1231, 1654]
- booth-number: பாகம் – 328 :: [787, 730, 853, 761]
- booth-entry: [1161, 1401, 1509, 1437]
- organiser-details: ம.மணிகண்டன், 103, பேங்க் தெரு, வையாவூர், காஞ்சிபுரம்.: [412, 325, 761, 356]
- branch-title: நல்லூர் கிளை: [162, 1945, 263, 1964]
- booth-number: பாகம் – 326 :: [787, 173, 853, 205]
- organiser-entry: [38, 1502, 387, 1537]
- panchayat-banner: ஊராட்சி : ஒழையூர்: [506, 1380, 667, 1408]
- branch-title: காமாட்சி நகர் கிளை: [139, 1474, 286, 1493]
- booth-organisers-heading: பாக அமைப்பாளர்கள் :: [146, 1093, 279, 1107]
- role-label: துணை அமைப்பாளர்கள் :: [1161, 587, 1315, 600]
- organiser-entry: [412, 1181, 761, 1270]
- role-label: அமைப்பாளர் :: [787, 572, 868, 586]
- organiser-entry: [787, 570, 1135, 588]
- role-label: துணை அமைப்பாளர்கள் :: [412, 185, 555, 198]
